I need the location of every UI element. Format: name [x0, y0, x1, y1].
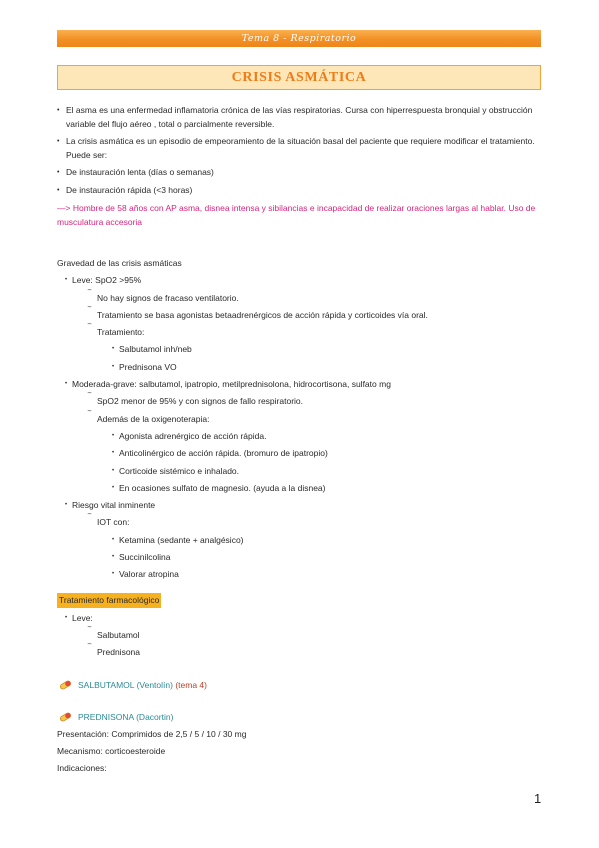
drug-salbutamol: [57, 678, 543, 694]
drug-name: PREDNISONA (Dacortin): [78, 711, 174, 722]
pharma-leve-item: ‾ Prednisona: [57, 644, 543, 661]
topic-header: Tema 8 - Respiratorio: [57, 30, 541, 47]
leve-treatment: • Salbutamol inh/neb: [57, 341, 543, 358]
moderada-treatment: • Anticolinérgico de acción rápida. (bromuro de ipatropio): [57, 445, 543, 462]
moderada-item: ‾ Además de la oxigenoterapia:: [57, 411, 543, 428]
pharma-leve-item: ‾ Salbutamol: [57, 627, 543, 644]
pill-icon: [59, 680, 72, 694]
pill-icon: [59, 712, 72, 726]
drug-prednisona: [57, 710, 543, 726]
severity-riesgo: • Riesgo vital inminente: [57, 497, 543, 514]
document-body: [57, 104, 543, 777]
moderada-treatment: • En ocasiones sulfato de magnesio. (ayuda a la disnea): [57, 480, 543, 497]
pharma-heading: Tratamiento farmacológico: [57, 593, 161, 608]
moderada-item: ‾ SpO2 menor de 95% y con signos de fallo respiratorio.: [57, 393, 543, 410]
leve-treatment: • Prednisona VO: [57, 359, 543, 376]
leve-item: ‾ No hay signos de fracaso ventilatorio.: [57, 290, 543, 307]
riesgo-treatment: • Succinilcolina: [57, 549, 543, 566]
intro-bullet: • De instauración rápida (<3 horas): [57, 184, 543, 198]
pharma-leve: • Leve:: [57, 610, 543, 627]
severity-heading: Gravedad de las crisis asmáticas: [57, 258, 182, 268]
moderada-treatment: • Corticoide sistémico e inhalado.: [57, 463, 543, 480]
severity-moderada: • Moderada-grave: salbutamol, ipatropio, metilprednisolona, hidrocortisona, sulfato mg: [57, 376, 543, 393]
clinical-case: —> Hombre de 58 años con AP asma, disnea intensa y sibilancias e incapacidad de realizar oraciones largas al hablar. Uso de musculatura accesoria: [57, 203, 536, 227]
intro-bullet: • La crisis asmática es un episodio de empeoramiento de la situación basal del paciente que requiere modificar el tratamiento. Puede ser:: [57, 135, 543, 162]
riesgo-item: ‾ IOT con:: [57, 514, 543, 531]
drug-reference: (tema 4): [175, 679, 207, 690]
intro-bullet: • El asma es una enfermedad inflamatoria crónica de las vías respiratorias. Cursa con hiperrespuesta bronquial y obstrucción variable del flujo aéreo , total o parcialmente reversible.: [57, 104, 543, 131]
drug-mechanism: Mecanismo: corticoesteroide: [57, 745, 166, 756]
drug-indications: Indicaciones:: [57, 762, 107, 773]
page-title: CRISIS ASMÁTICA: [57, 65, 541, 90]
intro-bullet: • De instauración lenta (días o semanas): [57, 166, 543, 180]
drug-presentation: Presentación: Comprimidos de 2,5 / 5 / 10 / 30 mg: [57, 728, 247, 739]
drug-name: SALBUTAMOL (Ventolín): [78, 679, 173, 690]
intro-list: [57, 104, 543, 197]
page-number: 1: [534, 791, 542, 806]
riesgo-treatment: • Valorar atropina: [57, 566, 543, 583]
leve-item: ‾ Tratamiento se basa agonistas betaadrenérgicos de acción rápida y corticoides vía oral.: [57, 307, 543, 324]
riesgo-treatment: • Ketamina (sedante + analgésico): [57, 532, 543, 549]
moderada-treatment: • Agonista adrenérgico de acción rápida.: [57, 428, 543, 445]
leve-item: ‾ Tratamiento:: [57, 324, 543, 341]
severity-leve: • Leve: SpO2 >95%: [57, 272, 543, 289]
